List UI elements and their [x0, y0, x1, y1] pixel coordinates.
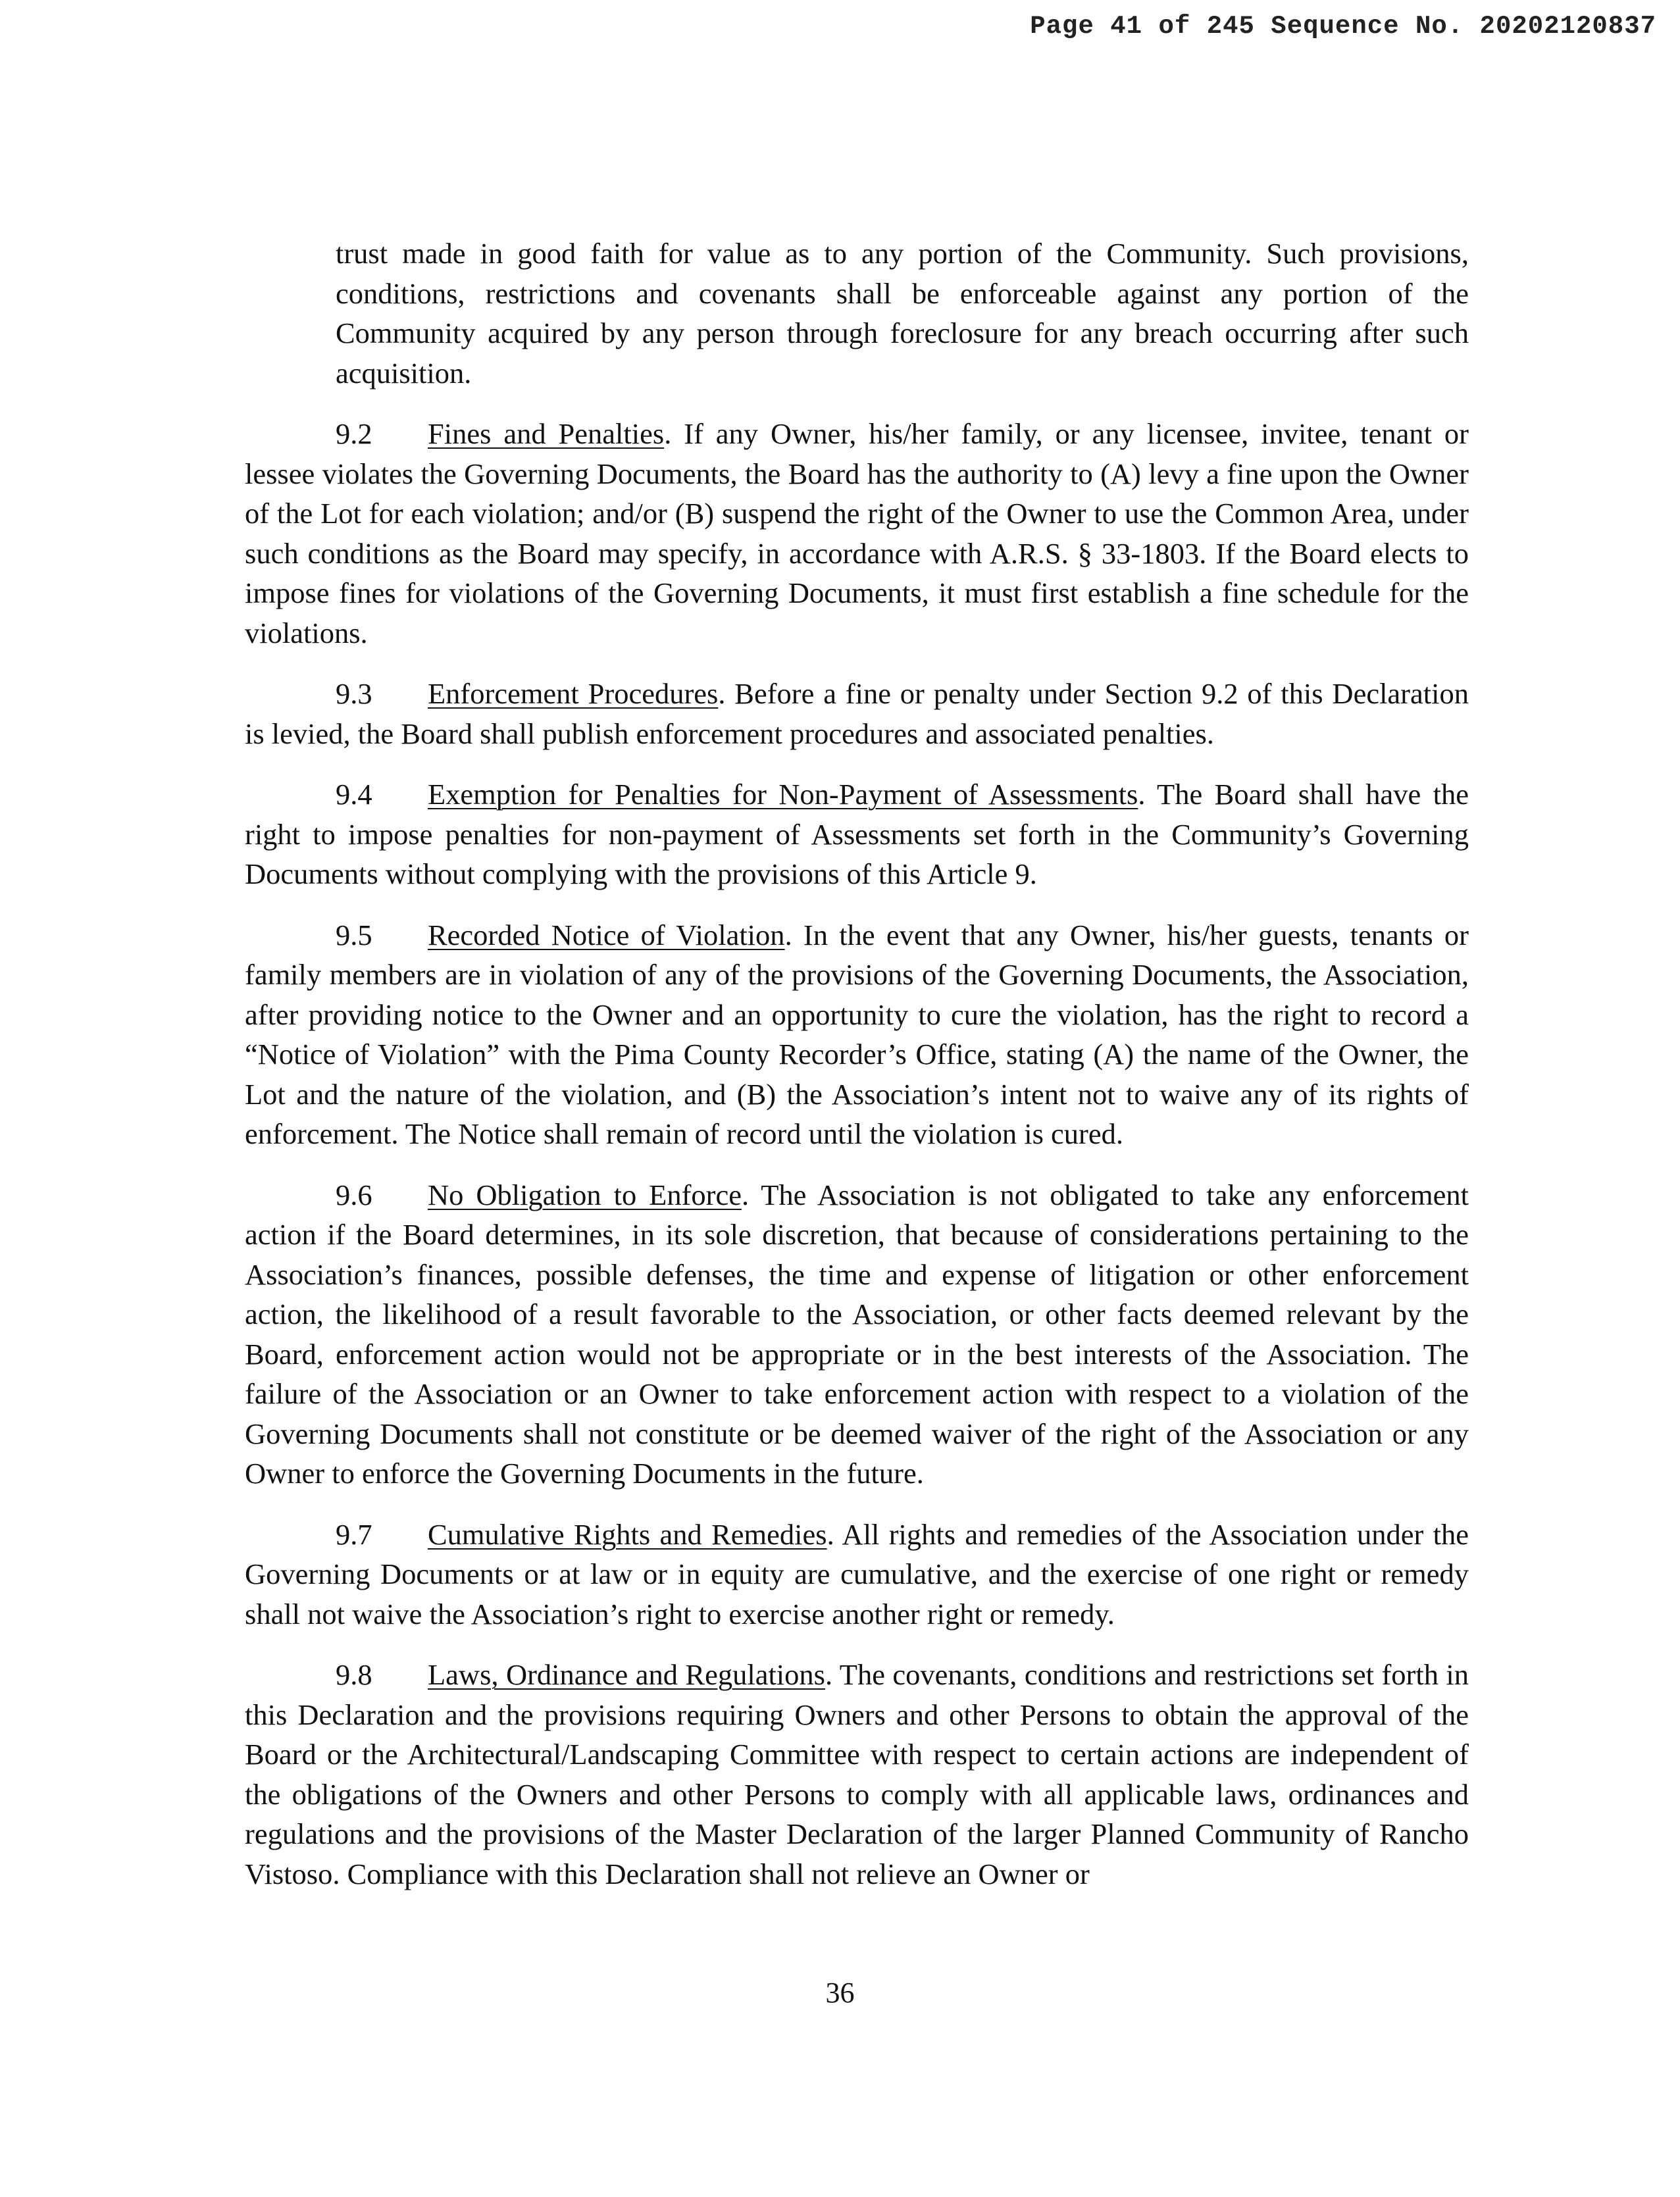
section-body: . In the event that any Owner, his/her guests, tenants or family members are in violation of any of the provisions of the Governing Documents, the Association, after providing notice to the Owner and an opportunity to cure the violation, has the right to record a “Notice of Violation” with the Pima County Recorder’s Office, stating (A) the name of the Owner, the Lot and the nature of the violation, and (B) the Association’s intent not to waive any of its rights of enforcement. The Notice shall remain of record until the violation is cured.: [245, 918, 1469, 1150]
section-heading: Fines and Penalties: [428, 417, 665, 450]
section-heading: Exemption for Penalties for Non-Payment of Assessments: [428, 778, 1138, 811]
section-9-7: [245, 1515, 1469, 1634]
section-heading: Enforcement Procedures: [428, 677, 719, 710]
section-9-6: [245, 1175, 1469, 1494]
section-9-2: [245, 414, 1469, 653]
section-body: . If any Owner, his/her family, or any licensee, invitee, tenant or lessee violates the Governing Documents, the Board has the authority to (A) levy a fine upon the Owner of the Lot for each violation; and/or (B) suspend the right of the Owner to use the Common Area, under such conditions as the Board may specify, in accordance with A.R.S. § 33-1803. If the Board elects to impose fines for violations of the Governing Documents, it must first establish a fine schedule for the violations.: [245, 417, 1469, 649]
section-number: 9.2: [336, 417, 372, 450]
continuation-paragraph: trust made in good faith for value as to any portion of the Community. Such provisions, conditions, restrictions and covenants shall be enforceable against any portion of the Community acquired by any person through foreclosure for any breach occurring after such acquisition.: [336, 237, 1469, 390]
section-number: 9.8: [336, 1658, 372, 1691]
section-body: . The Association is not obligated to take any enforcement action if the Board determines, in its sole discretion, that because of considerations pertaining to the Association’s finances, possible defenses, the time and expense of litigation or other enforcement action, the likelihood of a result favorable to the Association, or other facts deemed relevant by the Board, enforcement action would not be appropriate or in the best interests of the Association. The failure of the Association or an Owner to take enforcement action with respect to a violation of the Governing Documents shall not constitute or be deemed waiver of the right of the Association or any Owner to enforce the Governing Documents in the future.: [245, 1178, 1469, 1490]
section-body: . Before a fine or penalty under Section 9.2 of this Declaration is levied, the Board shall publish enforcement procedures and associated penalties.: [245, 677, 1469, 750]
recording-stamp: Page 41 of 245 Sequence No. 20202120837: [1030, 12, 1656, 41]
section-9-5: [245, 915, 1469, 1154]
section-heading: Cumulative Rights and Remedies: [428, 1517, 827, 1551]
section-9-4: [245, 774, 1469, 894]
section-9-8: [245, 1655, 1469, 1894]
section-9-3: [245, 674, 1469, 753]
section-body: . The covenants, conditions and restrictions set forth in this Declaration and the provisions requiring Owners and other Persons to obtain the approval of the Board or the Architectural/Landscaping Committee with respect to certain actions are independent of the obligations of the Owners and other Persons to comply with all applicable laws, ordinances and regulations and the provisions of the Master Declaration of the larger Planned Community of Rancho Vistoso. Compliance with this Declaration shall not relieve an Owner or: [245, 1658, 1469, 1890]
section-heading: No Obligation to Enforce: [428, 1178, 742, 1211]
section-body: . The Board shall have the right to impose penalties for non-payment of Assessments set forth in the Community’s Governing Documents without complying with the provisions of this Article 9.: [245, 778, 1469, 890]
page-number: 36: [825, 1977, 855, 2009]
section-heading: Laws, Ordinance and Regulations: [428, 1658, 825, 1691]
section-number: 9.4: [336, 778, 372, 811]
section-number: 9.6: [336, 1178, 372, 1211]
section-number: 9.7: [336, 1517, 372, 1551]
section-number: 9.3: [336, 677, 372, 710]
section-body: . All rights and remedies of the Association under the Governing Documents or at law or in equity are cumulative, and the exercise of one right or remedy shall not waive the Association’s right to exercise another right or remedy.: [245, 1517, 1469, 1630]
section-heading: Recorded Notice of Violation: [428, 918, 785, 951]
section-number: 9.5: [336, 918, 372, 951]
document-body: [245, 234, 1469, 1915]
